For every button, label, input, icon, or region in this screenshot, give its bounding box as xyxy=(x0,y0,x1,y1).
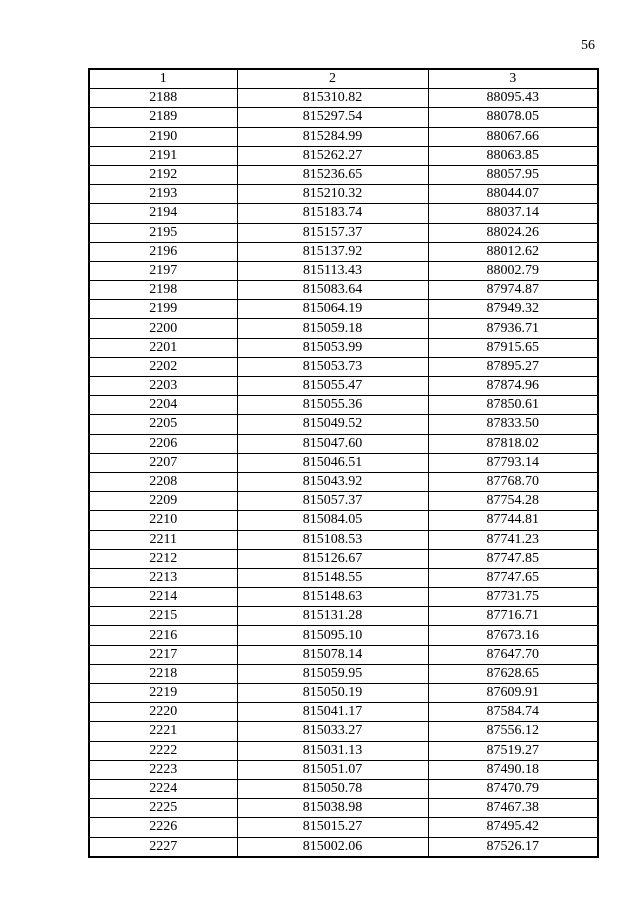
point-number-cell: 2227 xyxy=(89,837,237,857)
y-coordinate-cell: 87768.70 xyxy=(428,472,598,491)
x-coordinate-cell: 815157.37 xyxy=(237,223,428,242)
table-row xyxy=(89,703,598,722)
table-row xyxy=(89,645,598,664)
point-number-cell: 2204 xyxy=(89,396,237,415)
x-coordinate-cell: 815310.82 xyxy=(237,89,428,108)
x-coordinate-cell: 815055.36 xyxy=(237,396,428,415)
point-number-cell: 2200 xyxy=(89,319,237,338)
point-number-cell: 2213 xyxy=(89,568,237,587)
y-coordinate-cell: 88067.66 xyxy=(428,127,598,146)
point-number-cell: 2196 xyxy=(89,242,237,261)
table-row xyxy=(89,261,598,280)
y-coordinate-cell: 87895.27 xyxy=(428,357,598,376)
y-coordinate-cell: 87833.50 xyxy=(428,415,598,434)
point-number-cell: 2190 xyxy=(89,127,237,146)
x-coordinate-cell: 815064.19 xyxy=(237,300,428,319)
page-number: 56 xyxy=(581,38,595,53)
y-coordinate-cell: 88063.85 xyxy=(428,146,598,165)
x-coordinate-cell: 815078.14 xyxy=(237,645,428,664)
point-number-cell: 2193 xyxy=(89,185,237,204)
y-coordinate-cell: 87874.96 xyxy=(428,377,598,396)
y-coordinate-cell: 87609.91 xyxy=(428,684,598,703)
point-number-cell: 2217 xyxy=(89,645,237,664)
y-coordinate-cell: 87716.71 xyxy=(428,607,598,626)
y-coordinate-cell: 87915.65 xyxy=(428,338,598,357)
y-coordinate-cell: 88078.05 xyxy=(428,108,598,127)
x-coordinate-cell: 815297.54 xyxy=(237,108,428,127)
y-coordinate-cell: 88012.62 xyxy=(428,242,598,261)
point-number-cell: 2218 xyxy=(89,664,237,683)
point-number-cell: 2225 xyxy=(89,799,237,818)
table-row xyxy=(89,568,598,587)
table-row xyxy=(89,779,598,798)
point-number-cell: 2203 xyxy=(89,377,237,396)
table-row xyxy=(89,664,598,683)
x-coordinate-cell: 815095.10 xyxy=(237,626,428,645)
table-row xyxy=(89,453,598,472)
header-row xyxy=(89,69,598,89)
point-number-cell: 2222 xyxy=(89,741,237,760)
x-coordinate-cell: 815108.53 xyxy=(237,530,428,549)
table-row xyxy=(89,204,598,223)
y-coordinate-cell: 87495.42 xyxy=(428,818,598,837)
x-coordinate-cell: 815033.27 xyxy=(237,722,428,741)
table-row xyxy=(89,89,598,108)
table-row xyxy=(89,146,598,165)
table-row xyxy=(89,684,598,703)
y-coordinate-cell: 87519.27 xyxy=(428,741,598,760)
x-coordinate-cell: 815059.18 xyxy=(237,319,428,338)
table-row xyxy=(89,818,598,837)
x-coordinate-cell: 815050.78 xyxy=(237,779,428,798)
x-coordinate-cell: 815126.67 xyxy=(237,549,428,568)
x-coordinate-cell: 815047.60 xyxy=(237,434,428,453)
x-coordinate-cell: 815002.06 xyxy=(237,837,428,857)
y-coordinate-cell: 87754.28 xyxy=(428,492,598,511)
table-row xyxy=(89,108,598,127)
x-coordinate-cell: 815210.32 xyxy=(237,185,428,204)
y-coordinate-cell: 87467.38 xyxy=(428,799,598,818)
point-number-cell: 2192 xyxy=(89,165,237,184)
y-coordinate-cell: 88044.07 xyxy=(428,185,598,204)
table-row xyxy=(89,760,598,779)
table-row xyxy=(89,626,598,645)
x-coordinate-cell: 815236.65 xyxy=(237,165,428,184)
y-coordinate-cell: 87556.12 xyxy=(428,722,598,741)
point-number-cell: 2195 xyxy=(89,223,237,242)
x-coordinate-cell: 815043.92 xyxy=(237,472,428,491)
x-coordinate-cell: 815053.99 xyxy=(237,338,428,357)
x-coordinate-cell: 815046.51 xyxy=(237,453,428,472)
table-row xyxy=(89,511,598,530)
table-row xyxy=(89,799,598,818)
point-number-cell: 2194 xyxy=(89,204,237,223)
point-number-cell: 2226 xyxy=(89,818,237,837)
y-coordinate-cell: 87584.74 xyxy=(428,703,598,722)
table-row xyxy=(89,434,598,453)
y-coordinate-cell: 88057.95 xyxy=(428,165,598,184)
x-coordinate-cell: 815057.37 xyxy=(237,492,428,511)
x-coordinate-cell: 815148.55 xyxy=(237,568,428,587)
y-coordinate-cell: 87747.65 xyxy=(428,568,598,587)
point-number-cell: 2210 xyxy=(89,511,237,530)
y-coordinate-cell: 87526.17 xyxy=(428,837,598,857)
point-number-cell: 2202 xyxy=(89,357,237,376)
point-number-cell: 2211 xyxy=(89,530,237,549)
table-row xyxy=(89,530,598,549)
table-row xyxy=(89,300,598,319)
table-row xyxy=(89,242,598,261)
y-coordinate-cell: 87747.85 xyxy=(428,549,598,568)
point-number-cell: 2199 xyxy=(89,300,237,319)
y-coordinate-cell: 88002.79 xyxy=(428,261,598,280)
table-row xyxy=(89,357,598,376)
point-number-cell: 2197 xyxy=(89,261,237,280)
table-row xyxy=(89,223,598,242)
table-row xyxy=(89,377,598,396)
y-coordinate-cell: 87744.81 xyxy=(428,511,598,530)
point-number-cell: 2205 xyxy=(89,415,237,434)
x-coordinate-cell: 815059.95 xyxy=(237,664,428,683)
point-number-cell: 2208 xyxy=(89,472,237,491)
table-row xyxy=(89,492,598,511)
y-coordinate-cell: 87818.02 xyxy=(428,434,598,453)
y-coordinate-cell: 87628.65 xyxy=(428,664,598,683)
y-coordinate-cell: 87974.87 xyxy=(428,281,598,300)
table-row xyxy=(89,472,598,491)
table-row xyxy=(89,319,598,338)
table-row xyxy=(89,607,598,626)
y-coordinate-cell: 87673.16 xyxy=(428,626,598,645)
table-row xyxy=(89,185,598,204)
column-header-1: 1 xyxy=(89,69,237,89)
table-body xyxy=(89,89,598,857)
point-number-cell: 2189 xyxy=(89,108,237,127)
point-number-cell: 2219 xyxy=(89,684,237,703)
point-number-cell: 2220 xyxy=(89,703,237,722)
x-coordinate-cell: 815053.73 xyxy=(237,357,428,376)
point-number-cell: 2209 xyxy=(89,492,237,511)
table-row xyxy=(89,722,598,741)
y-coordinate-cell: 87949.32 xyxy=(428,300,598,319)
table-row xyxy=(89,281,598,300)
x-coordinate-cell: 815083.64 xyxy=(237,281,428,300)
table-row xyxy=(89,165,598,184)
x-coordinate-cell: 815113.43 xyxy=(237,261,428,280)
point-number-cell: 2206 xyxy=(89,434,237,453)
x-coordinate-cell: 815031.13 xyxy=(237,741,428,760)
y-coordinate-cell: 87850.61 xyxy=(428,396,598,415)
y-coordinate-cell: 87793.14 xyxy=(428,453,598,472)
y-coordinate-cell: 88037.14 xyxy=(428,204,598,223)
point-number-cell: 2212 xyxy=(89,549,237,568)
x-coordinate-cell: 815131.28 xyxy=(237,607,428,626)
x-coordinate-cell: 815050.19 xyxy=(237,684,428,703)
x-coordinate-cell: 815055.47 xyxy=(237,377,428,396)
table-row xyxy=(89,741,598,760)
table-row xyxy=(89,127,598,146)
point-number-cell: 2224 xyxy=(89,779,237,798)
x-coordinate-cell: 815084.05 xyxy=(237,511,428,530)
x-coordinate-cell: 815049.52 xyxy=(237,415,428,434)
coordinates-table xyxy=(88,68,599,858)
x-coordinate-cell: 815038.98 xyxy=(237,799,428,818)
point-number-cell: 2216 xyxy=(89,626,237,645)
table-header xyxy=(89,69,598,89)
y-coordinate-cell: 88024.26 xyxy=(428,223,598,242)
table-row xyxy=(89,415,598,434)
table-row xyxy=(89,588,598,607)
point-number-cell: 2198 xyxy=(89,281,237,300)
x-coordinate-cell: 815148.63 xyxy=(237,588,428,607)
point-number-cell: 2191 xyxy=(89,146,237,165)
y-coordinate-cell: 87936.71 xyxy=(428,319,598,338)
point-number-cell: 2207 xyxy=(89,453,237,472)
point-number-cell: 2214 xyxy=(89,588,237,607)
x-coordinate-cell: 815015.27 xyxy=(237,818,428,837)
table-row xyxy=(89,837,598,857)
x-coordinate-cell: 815262.27 xyxy=(237,146,428,165)
point-number-cell: 2223 xyxy=(89,760,237,779)
x-coordinate-cell: 815284.99 xyxy=(237,127,428,146)
y-coordinate-cell: 87490.18 xyxy=(428,760,598,779)
x-coordinate-cell: 815137.92 xyxy=(237,242,428,261)
point-number-cell: 2215 xyxy=(89,607,237,626)
table-row xyxy=(89,549,598,568)
x-coordinate-cell: 815041.17 xyxy=(237,703,428,722)
table-row xyxy=(89,396,598,415)
point-number-cell: 2188 xyxy=(89,89,237,108)
x-coordinate-cell: 815051.07 xyxy=(237,760,428,779)
point-number-cell: 2221 xyxy=(89,722,237,741)
y-coordinate-cell: 87647.70 xyxy=(428,645,598,664)
y-coordinate-cell: 87741.23 xyxy=(428,530,598,549)
table-row xyxy=(89,338,598,357)
column-header-2: 2 xyxy=(237,69,428,89)
x-coordinate-cell: 815183.74 xyxy=(237,204,428,223)
y-coordinate-cell: 87470.79 xyxy=(428,779,598,798)
y-coordinate-cell: 87731.75 xyxy=(428,588,598,607)
column-header-3: 3 xyxy=(428,69,598,89)
y-coordinate-cell: 88095.43 xyxy=(428,89,598,108)
point-number-cell: 2201 xyxy=(89,338,237,357)
